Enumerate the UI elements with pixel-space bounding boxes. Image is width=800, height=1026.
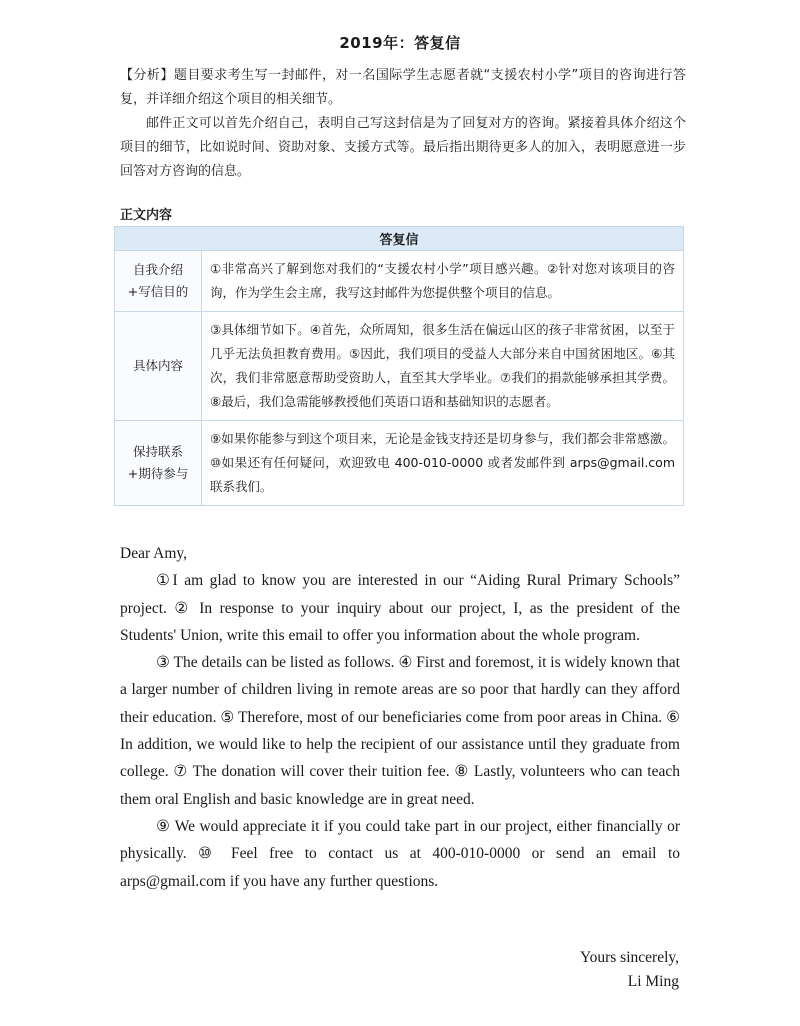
analysis-paragraph-2: 邮件正文可以首先介绍自己，表明自己写这封信是为了回复对方的咨询。紧接着具体介绍这个项目的细节，比如说时间、资助对象、支援方式等。最后指出期待更多人的加入，表明愿意进一步回答对方咨询的信息。 — [120, 116, 686, 179]
row-label-line1: 具体内容 — [132, 358, 183, 373]
letter-salutation: Dear Amy, — [120, 545, 188, 562]
table-header-row — [115, 227, 684, 251]
row-label-line2: +期待参与 — [127, 466, 189, 481]
analysis-section — [120, 64, 686, 184]
row-content: ③具体细节如下。④首先，众所周知，很多生活在偏远山区的孩子非常贫困，以至于几乎无法负担教育费用。⑤因此，我们项目的受益人大部分来自中国贫困地区。⑥其次，我们非常愿意帮助受资助人，直至其大学毕业。⑦我们的捐款能够承担其学费。⑧最后，我们急需能够教授他们英语口语和基础知识的志愿者。 — [202, 312, 684, 421]
row-content: ①非常高兴了解到您对我们的“支援农村小学”项目感兴趣。②针对您对该项目的咨询，作为学生会主席，我写这封邮件为您提供整个项目的信息。 — [202, 251, 684, 312]
letter-paragraph-1: ①I am glad to know you are interested in our “Aiding Rural Primary Schools” project. ② In response to your inquiry about our project, I, as the president of the Students' Union, write this email to offer you information about the whole program. — [120, 572, 680, 644]
table-row — [115, 312, 684, 421]
row-label — [115, 251, 202, 312]
letter-paragraph-3: ⑨ We would appreciate it if you could take part in our project, either financially or physically. ⑩ Feel free to contact us at 400-010-0000 or send an email to arps@gmail.com if you have any further questions. — [120, 817, 680, 890]
analysis-label: 【分析】 — [120, 68, 174, 83]
letter-signature: Li Ming — [627, 973, 679, 990]
letter-closing: Yours sincerely, — [579, 949, 679, 966]
letter-body — [120, 540, 680, 895]
row-content: ⑨如果你能参与到这个项目来，无论是金钱支持还是切身参与，我们都会非常感激。⑩如果还有任何疑问，欢迎致电 400-010-0000 或者发邮件到 arps@gmail.com 联系我们。 — [202, 421, 684, 506]
analysis-text-1: 题目要求考生写一封邮件，对一名国际学生志愿者就“支援农村小学”项目的咨询进行答复，并详细介绍这个项目的相关细节。 — [120, 68, 686, 107]
table-row — [115, 251, 684, 312]
table-row — [115, 421, 684, 506]
section-heading: 正文内容 — [120, 208, 173, 223]
row-label-line1: 自我介绍 — [132, 262, 183, 277]
letter-closing-block — [580, 946, 679, 994]
letter-paragraph-2: ③ The details can be listed as follows. ④ First and foremost, it is widely known that a larger number of children living in remote areas are so poor that hardly can they afford their education. ⑤ Therefore, most of our beneficiaries come from poor areas in China. ⑥ In addition, we would like to help the recipient of our assistance until they graduate from college. ⑦ The donation will cover their tuition fee. ⑧ Lastly, volunteers who can teach them oral English and basic knowledge are in great need. — [120, 654, 680, 808]
outline-table — [114, 226, 684, 506]
analysis-paragraph-1 — [120, 64, 686, 112]
row-label — [115, 312, 202, 421]
row-label — [115, 421, 202, 506]
row-label-line2: +写信目的 — [127, 284, 189, 299]
page-title: 2019年：答复信 — [339, 34, 461, 52]
row-label-line1: 保持联系 — [132, 444, 183, 459]
table-header: 答复信 — [115, 227, 684, 251]
